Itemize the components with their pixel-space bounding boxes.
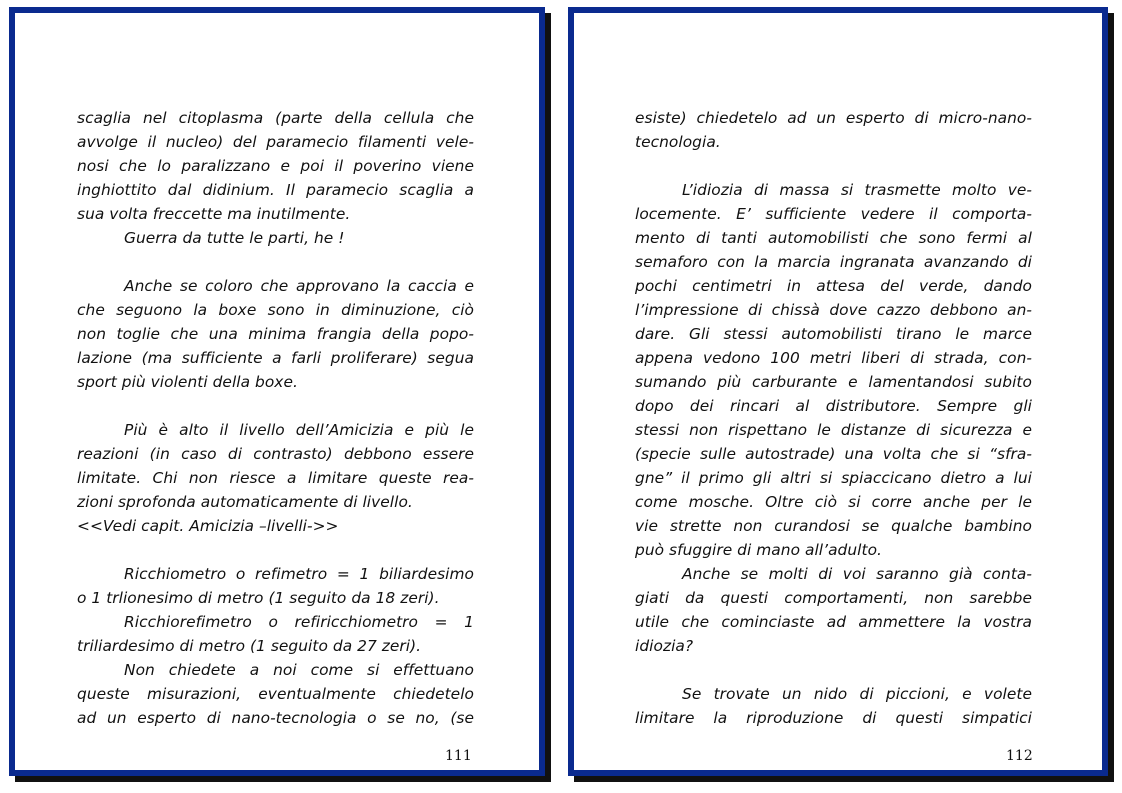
text-line: esiste) chiedetelo ad un esperto di micro-nano-: [635, 109, 1032, 127]
text-line: queste misurazioni, eventualmente chiedetelo: [77, 685, 474, 703]
text-line: che seguono la boxe sono in diminuzione, ciò: [77, 301, 474, 319]
text-line: Anche se molti di voi saranno già conta-: [682, 565, 1032, 583]
text-line: vie strette non curandosi se qualche bambino: [635, 517, 1032, 535]
text-line: sport più violenti della boxe.: [77, 373, 298, 391]
text-line: Ricchiorefimetro o refiricchiometro = 1: [124, 613, 474, 631]
text-line: giati da questi comportamenti, non sarebbe: [635, 589, 1032, 607]
left-page: [9, 7, 545, 776]
text-line: dopo dei rincari al distributore. Sempre gli: [635, 397, 1032, 415]
text-line: gne” il primo gli altri si spiaccicano dietro a lui: [635, 469, 1032, 487]
right-page-text: [635, 106, 1032, 730]
text-line: può sfuggire di mano all’adulto.: [635, 541, 883, 559]
text-line: L’idiozia di massa si trasmette molto ve-: [682, 181, 1032, 199]
text-line: zioni sprofonda automaticamente di livello.: [77, 493, 413, 511]
text-line: Non chiedete a noi come si effettuano: [124, 661, 474, 679]
text-line: ad un esperto di nano-tecnologia o se no, (se: [77, 709, 474, 727]
text-line: limitate. Chi non riesce a limitare queste rea-: [77, 469, 474, 487]
text-line: avvolge il nucleo) del paramecio filamenti vele-: [77, 133, 474, 151]
text-line: Più è alto il livello dell’Amicizia e più le: [124, 421, 474, 439]
text-line: nosi che lo paralizzano e poi il poverino viene: [77, 157, 474, 175]
text-line: o 1 trlionesimo di metro (1 seguito da 18 zeri).: [77, 589, 440, 607]
text-line: sua volta freccette ma inutilmente.: [77, 205, 351, 223]
blank-line: [77, 250, 474, 274]
blank-line: [77, 394, 474, 418]
text-line: l’impressione di chissà dove cazzo debbono an-: [635, 301, 1032, 319]
text-line: stessi non rispettano le distanze di sicurezza e: [635, 421, 1032, 439]
text-line: lazione (ma sufficiente a farli proliferare) segua: [77, 349, 474, 367]
blank-line: [635, 154, 1032, 178]
text-line: locemente. E’ sufficiente vedere il comporta-: [635, 205, 1032, 223]
text-line: dare. Gli stessi automobilisti tirano le marce: [635, 325, 1032, 343]
left-page-text: [77, 106, 474, 730]
text-line: sumando più carburante e lamentandosi subito: [635, 373, 1032, 391]
text-line: mento di tanti automobilisti che sono fermi al: [635, 229, 1032, 247]
text-line: appena vedono 100 metri liberi di strada, con-: [635, 349, 1032, 367]
right-page-number: 112: [1006, 748, 1033, 764]
left-page-number: 111: [445, 748, 472, 764]
text-line: Se trovate un nido di piccioni, e volete: [682, 685, 1032, 703]
text-line: (specie sulle autostrade) una volta che si “sfra-: [635, 445, 1032, 463]
text-line: idiozia?: [635, 637, 694, 655]
text-line: inghiottito dal didinium. Il paramecio scaglia a: [77, 181, 474, 199]
text-line: non toglie che una minima frangia della popo-: [77, 325, 474, 343]
blank-line: [635, 658, 1032, 682]
text-line: scaglia nel citoplasma (parte della cellula che: [77, 109, 474, 127]
text-line: Anche se coloro che approvano la caccia e: [124, 277, 474, 295]
text-line: limitare la riproduzione di questi simpatici: [635, 709, 1032, 727]
right-page: [568, 7, 1108, 776]
text-line: semaforo con la marcia ingranata avanzando di: [635, 253, 1032, 271]
text-line: come mosche. Oltre ciò si corre anche per le: [635, 493, 1032, 511]
text-line: tecnologia.: [635, 133, 721, 151]
blank-line: [77, 538, 474, 562]
text-line: utile che cominciaste ad ammettere la vostra: [635, 613, 1032, 631]
text-line: reazioni (in caso di contrasto) debbono essere: [77, 445, 474, 463]
text-line: <<Vedi capit. Amicizia –livelli->>: [77, 517, 339, 535]
text-line: Ricchiometro o refimetro = 1 biliardesimo: [124, 565, 474, 583]
text-line: pochi centimetri in attesa del verde, dando: [635, 277, 1032, 295]
text-line: triliardesimo di metro (1 seguito da 27 zeri).: [77, 637, 422, 655]
text-line: Guerra da tutte le parti, he !: [124, 229, 345, 247]
